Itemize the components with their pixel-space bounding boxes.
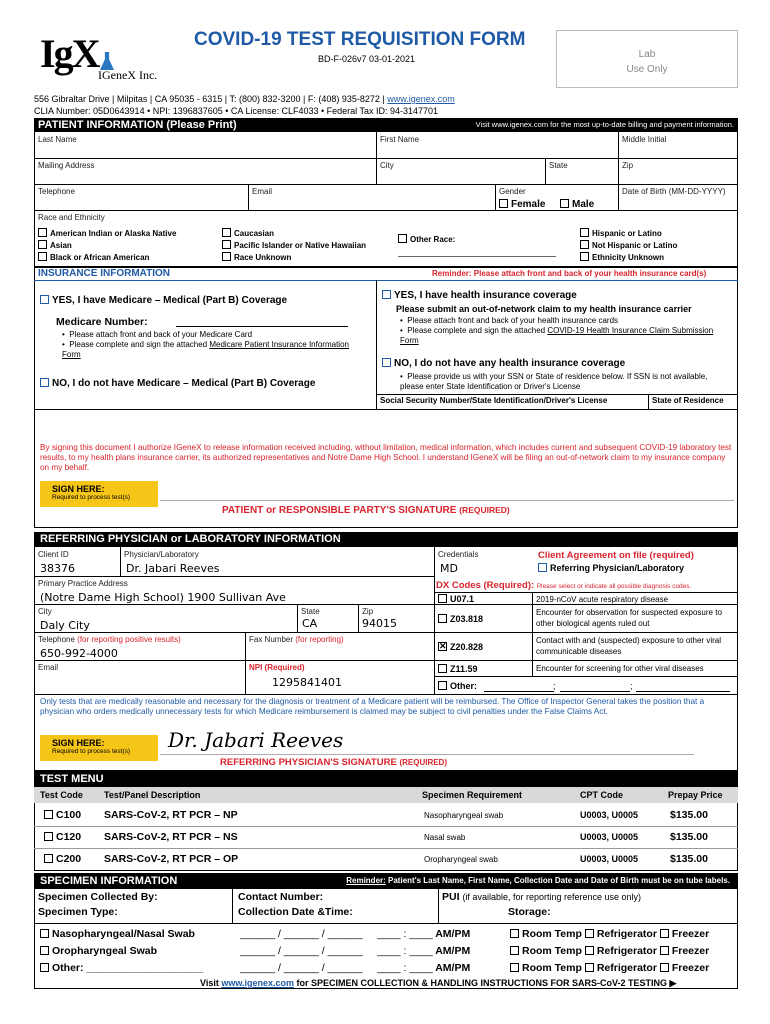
dx-z1159-checkbox[interactable] <box>438 664 478 674</box>
state-value[interactable]: CA <box>302 617 318 630</box>
clia-info: CLIA Number: 05D0643914 • NPI: 1396837605 • CA License: CLF4033 • Federal Tax ID: 94-3147701 <box>34 106 439 116</box>
table-row[interactable] <box>34 850 738 870</box>
col-description: Test/Panel Description <box>104 790 201 800</box>
insurance-reminder: Reminder: Please attach front and back of your health insurance card(s) <box>432 269 707 278</box>
checkbox-icon <box>580 228 589 237</box>
storage-options <box>510 926 709 977</box>
checkbox-icon <box>38 228 47 237</box>
consent-text: By signing this document I authorize IGeneX to release information received including, without limitation, medical information, which includes current and subsequent COVID-19 laboratory test results, to my health plans insurance carrier, its authorized representatives and Notre Dame High School. I understand IGeneX will be filing an out-of-network claim to my insurance company on my behalf. <box>40 443 732 472</box>
checkbox-icon <box>660 929 669 938</box>
checkbox-icon <box>44 832 53 841</box>
lab-use-label-2: Use Only <box>626 64 668 75</box>
physician-label: Physician/Laboratory <box>124 550 199 559</box>
date-line: ______ / ______ / ______ <box>240 962 363 974</box>
sig-label-text: PATIENT or RESPONSIBLE PARTY'S SIGNATURE <box>222 505 457 516</box>
email-label: Email <box>38 663 59 672</box>
medicare-instructions <box>62 330 352 360</box>
pui-field[interactable] <box>442 891 641 903</box>
test-specimen: Oropharyngeal swab <box>424 855 498 864</box>
test-desc: SARS-CoV-2, RT PCR – NP <box>104 809 238 821</box>
test-table-header <box>34 787 738 803</box>
zip-label: Zip <box>362 607 374 616</box>
test-code: C120 <box>56 831 82 843</box>
test-cpt: U0003, U0005 <box>580 832 639 842</box>
type-label: Other: ____________________ <box>52 962 204 974</box>
insurance-bullet: • Please complete and sign the attached COVID-19 Health Insurance Claim Submission Form <box>400 326 714 345</box>
city-value[interactable]: Daly City <box>40 619 90 632</box>
sign-required-label: Required to process test(s) <box>52 748 131 755</box>
address-text: 556 Gibraltar Drive | Milpitas | CA 95035 - 6315 | T: (800) 832-3200 | F: (408) 935-8272 | <box>34 94 385 104</box>
contact-number-field[interactable]: Contact Number: <box>238 891 324 903</box>
storage-freezer-checkbox[interactable] <box>660 928 709 940</box>
fridge-label: Refrigerator <box>596 928 657 940</box>
patient-signature-label <box>222 505 510 516</box>
dx-description: 2019-nCoV acute respiratory disease <box>536 595 669 604</box>
test-code-cell <box>44 853 81 865</box>
room-label: Room Temp <box>522 928 582 940</box>
type-label: Oropharyngeal Swab <box>52 945 158 957</box>
reminder-text: Patient's Last Name, First Name, Collection Date and Date of Birth must be on tube labels. <box>385 876 730 885</box>
collection-row[interactable] <box>240 926 470 943</box>
gender-male-checkbox[interactable] <box>560 199 594 210</box>
mailing-address-field[interactable]: Mailing Address <box>38 161 95 170</box>
race-label: Black or African American <box>50 253 150 262</box>
ethnicity-label: Hispanic or Latino <box>592 229 662 238</box>
sign-required-label: Required to process test(s) <box>52 494 131 501</box>
ssn-instruction: • Please provide us with your SSN or State of residence below. If SSN is not available, please enter State Identification or Driver's License <box>400 372 708 391</box>
physician-sign-here-tag <box>40 735 158 761</box>
time-line: ____ : ____ <box>377 928 433 940</box>
sig-label-text: REFERRING PHYSICIAN'S SIGNATURE <box>220 757 397 768</box>
race-label: Caucasian <box>234 229 275 238</box>
type-label: Nasopharyngeal/Nasal Swab <box>52 928 195 940</box>
igenex-logo <box>40 30 170 82</box>
checkbox-icon <box>580 240 589 249</box>
specimen-reminder <box>346 873 730 889</box>
ssn-field[interactable]: Social Security Number/State Identification/Driver's License <box>380 396 608 405</box>
checkbox-icon <box>382 358 391 367</box>
checkbox-icon <box>585 946 594 955</box>
sig-required: (REQUIRED) <box>399 758 447 767</box>
test-price: $135.00 <box>670 831 708 843</box>
dx-z03818-checkbox[interactable] <box>438 614 483 624</box>
col-specimen: Specimen Requirement <box>422 790 523 800</box>
checkbox-icon <box>222 228 231 237</box>
specimen-heading: SPECIMEN INFORMATION <box>40 875 178 887</box>
fridge-label: Refrigerator <box>596 945 657 957</box>
state-residence-field[interactable]: State of Residence <box>652 396 724 405</box>
city-field[interactable]: City <box>380 161 394 170</box>
zip-field[interactable]: Zip <box>622 161 634 170</box>
telephone-value[interactable]: 650-992-4000 <box>40 647 118 660</box>
medicare-bullet: • Please attach front and back of your Medicare Card <box>62 330 253 339</box>
dx-description: Contact with and (suspected) exposure to other viral communicable diseases <box>536 636 721 656</box>
checkbox-icon <box>438 614 447 623</box>
race-option[interactable] <box>38 228 176 240</box>
checkbox-icon <box>585 929 594 938</box>
insurance-instructions <box>400 316 730 346</box>
medicare-yes-checkbox[interactable] <box>40 295 287 306</box>
storage-room-checkbox[interactable] <box>510 945 582 957</box>
lab-use-label: Lab <box>638 49 656 60</box>
referring-checkbox[interactable] <box>538 563 684 573</box>
other-race-label: Other Race: <box>410 235 456 244</box>
test-menu-heading: TEST MENU <box>40 773 104 785</box>
test-code-cell <box>44 809 81 821</box>
fax-label-text: Fax Number <box>249 635 294 644</box>
female-label: Female <box>511 199 546 210</box>
state-label: State <box>301 607 320 616</box>
race-option[interactable] <box>222 252 366 264</box>
race-list-a <box>38 228 176 264</box>
checkbox-icon <box>40 946 49 955</box>
dx-separator: ; <box>553 681 556 691</box>
dx-code: Z11.59 <box>450 664 478 674</box>
email-field[interactable]: Email <box>252 187 273 196</box>
sig-required: (REQUIRED) <box>459 505 510 515</box>
form-title: COVID-19 TEST REQUISITION FORM <box>194 29 526 50</box>
test-specimen: Nasopharyngeal swab <box>424 811 504 820</box>
test-desc: SARS-CoV-2, RT PCR – OP <box>104 853 239 865</box>
client-id-value[interactable]: 38376 <box>40 562 75 575</box>
race-option[interactable] <box>222 228 366 240</box>
footer-text: for SPECIMEN COLLECTION & HANDLING INSTRUCTIONS FOR SARS-CoV-2 TESTING ▶ <box>294 978 677 988</box>
ethnicity-option[interactable] <box>580 228 677 240</box>
dx-code: Z20.828 <box>450 642 484 652</box>
insurance-no-checkbox[interactable] <box>382 358 625 369</box>
ethnicity-label: Ethnicity Unknown <box>592 253 664 262</box>
dx-u071-checkbox[interactable] <box>438 594 474 604</box>
checkbox-icon <box>510 946 519 955</box>
race-option[interactable] <box>38 240 176 252</box>
company-name: IGeneX Inc. <box>98 68 158 82</box>
test-cpt: U0003, U0005 <box>580 810 639 820</box>
fax-note: (for reporting) <box>295 635 344 644</box>
storage-row <box>510 960 709 977</box>
client-id-label: Client ID <box>38 550 69 559</box>
test-price: $135.00 <box>670 853 708 865</box>
physician-signature[interactable]: Dr. Jabari Reeves <box>168 728 344 752</box>
practice-label: Primary Practice Address <box>38 579 128 588</box>
credentials-value[interactable]: MD <box>440 562 458 575</box>
race-option[interactable] <box>38 252 176 264</box>
bullet-text: Please attach front and back of your health insurance cards <box>407 316 619 325</box>
referring-label: Referring Physician/Laboratory <box>550 563 685 573</box>
state-field[interactable]: State <box>549 161 568 170</box>
dx-note: Please select or indicate all possible diagnosis codes. <box>536 583 692 590</box>
bullet-text: Please complete and sign the attached <box>407 326 548 335</box>
pui-label: PUI <box>442 891 460 903</box>
telephone-field[interactable]: Telephone <box>38 187 75 196</box>
race-label: American Indian or Alaska Native <box>50 229 177 238</box>
ethnicity-list <box>580 228 677 264</box>
specimen-type-option[interactable] <box>40 926 203 943</box>
checkbox-icon <box>510 963 519 972</box>
checkbox-icon <box>44 810 53 819</box>
date-line: ______ / ______ / ______ <box>240 928 363 940</box>
lab-use-box <box>556 30 738 88</box>
checkbox-icon <box>382 290 391 299</box>
race-option[interactable] <box>222 240 366 252</box>
billing-note: Visit www.igenex.com for the most up-to-date billing and payment information. <box>475 120 734 129</box>
checkbox-icon <box>222 252 231 261</box>
telephone-label <box>38 635 181 644</box>
checkbox-icon <box>585 963 594 972</box>
room-label: Room Temp <box>522 962 582 974</box>
insurance-yes-label: YES, I have health insurance coverage <box>394 290 577 301</box>
specimen-type-option[interactable] <box>40 960 203 977</box>
checkbox-icon <box>660 963 669 972</box>
checkbox-icon <box>499 199 508 208</box>
footer-instructions <box>200 978 676 989</box>
medicare-number-label: Medicare Number: <box>56 316 148 328</box>
ethnicity-label: Not Hispanic or Latino <box>592 241 678 250</box>
checkbox-icon <box>40 929 49 938</box>
storage-row <box>510 943 709 960</box>
pui-note: (if available, for reporting reference use only) <box>462 892 642 902</box>
dx-separator: ; <box>630 681 633 691</box>
bullet-text: Please complete and sign the attached <box>69 340 210 349</box>
insurance-no-label: NO, I do not have any health insurance coverage <box>394 358 626 369</box>
checkbox-icon <box>510 929 519 938</box>
patient-sign-here-tag <box>40 481 158 507</box>
test-code: C100 <box>56 809 82 821</box>
dx-description: Encounter for screening for other viral diseases <box>536 664 704 673</box>
checkbox-icon <box>38 252 47 261</box>
table-row[interactable] <box>34 806 738 826</box>
checkbox-icon <box>538 563 547 572</box>
medicare-bullet: • Please complete and sign the attached Medicare Patient Insurance Information Form <box>62 340 349 359</box>
checkbox-icon <box>438 664 447 673</box>
medicare-no-label: NO, I do not have Medicare – Medical (Part B) Coverage <box>52 378 316 389</box>
collection-row[interactable] <box>240 943 470 960</box>
last-name-field[interactable]: Last Name <box>38 135 77 144</box>
race-label: Pacific Islander or Native Hawaiian <box>234 241 367 250</box>
freezer-label: Freezer <box>671 945 710 957</box>
ampm-label: AM/PM <box>435 945 471 957</box>
sign-here-label: SIGN HERE: <box>52 484 105 494</box>
dx-other-checkbox[interactable] <box>438 681 477 691</box>
specimen-section-header <box>34 873 738 889</box>
dx-code: Z03.818 <box>450 614 484 624</box>
patient-signature-field[interactable] <box>160 490 734 500</box>
credentials-label: Credentials <box>438 550 479 559</box>
test-specimen: Nasal swab <box>424 833 466 842</box>
collected-by-field[interactable]: Specimen Collected By: <box>38 891 158 903</box>
specimen-type-option[interactable] <box>40 943 203 960</box>
storage-fridge-checkbox[interactable] <box>585 945 657 957</box>
medicare-necessity-note: Only tests that are medically reasonable and necessary for the diagnosis or treatment of a Medicare patient will be reimbursed. The Office of Inspector General takes the position that a physician who orders medically unnecessary tests for which Medicare reimbursement is claimed may be subject to civil penalties under the False Claims Act. <box>40 697 705 716</box>
footer-text: Visit <box>200 978 222 988</box>
physician-section-header <box>34 532 738 547</box>
bullet-text: Please attach front and back of your Medicare Card <box>69 330 253 339</box>
male-label: Male <box>572 199 595 210</box>
company-address <box>34 94 455 104</box>
race-list-b <box>222 228 366 264</box>
checkbox-icon <box>438 681 447 690</box>
gender-label: Gender <box>499 187 526 196</box>
insurance-submit-note: Please submit an out-of-network claim to my health insurance carrier <box>396 304 692 314</box>
storage-freezer-checkbox[interactable] <box>660 962 709 974</box>
form-code: BD-F-026v7 03-01-2021 <box>318 54 416 64</box>
patient-heading: PATIENT INFORMATION (Please Print) <box>38 119 237 131</box>
website-link[interactable]: www.igenex.com <box>387 94 455 104</box>
gender-female-checkbox[interactable] <box>499 199 545 210</box>
npi-value[interactable]: 1295841401 <box>272 676 342 689</box>
storage-row <box>510 926 709 943</box>
physician-value[interactable]: Dr. Jabari Reeves <box>126 562 220 575</box>
storage-room-checkbox[interactable] <box>510 928 582 940</box>
specimen-type-options <box>40 926 203 977</box>
race-label: Asian <box>50 241 72 250</box>
dx-description: Encounter for observation for suspected exposure to other biological agents ruled out <box>536 608 722 628</box>
collection-row[interactable] <box>240 960 470 977</box>
storage-room-checkbox[interactable] <box>510 962 582 974</box>
checkbox-icon <box>398 234 407 243</box>
room-label: Room Temp <box>522 945 582 957</box>
tel-label-text: Telephone <box>38 635 75 644</box>
checked-icon <box>438 642 447 651</box>
city-label: City <box>38 607 52 616</box>
zip-value[interactable]: 94015 <box>362 617 397 630</box>
medicare-form-link[interactable]: Medicare Patient Insurance Information Form <box>62 340 349 359</box>
checkbox-icon <box>560 199 569 208</box>
specimen-type-label: Specimen Type: <box>38 906 118 918</box>
checkbox-icon <box>40 295 49 304</box>
fax-label <box>249 635 344 644</box>
dx-heading-text: DX Codes (Required): <box>436 580 535 591</box>
fridge-label: Refrigerator <box>596 962 657 974</box>
checkbox-icon <box>438 594 447 603</box>
footer-website-link[interactable]: www.igenex.com <box>221 978 295 988</box>
collection-datetime-rows <box>240 926 470 977</box>
bullet-text: Please provide us with your SSN or State of residence below. If SSN is not available, please enter State Identification or Driver's License <box>400 372 708 391</box>
first-name-field[interactable]: First Name <box>380 135 420 144</box>
test-price: $135.00 <box>670 809 708 821</box>
dx-heading <box>436 580 691 591</box>
time-line: ____ : ____ <box>377 945 433 957</box>
middle-initial-field[interactable]: Middle Initial <box>622 135 667 144</box>
ethnicity-option[interactable] <box>580 240 677 252</box>
checkbox-icon <box>580 252 589 261</box>
col-test-code: Test Code <box>40 790 83 800</box>
checkbox-icon <box>40 378 49 387</box>
time-line: ____ : ____ <box>377 962 433 974</box>
insurance-bullet: • Please attach front and back of your health insurance cards <box>400 316 619 325</box>
test-code-cell <box>44 831 81 843</box>
insurance-heading: INSURANCE INFORMATION <box>38 268 171 279</box>
collection-datetime-label: Collection Date &Time: <box>238 906 353 918</box>
npi-label: NPI (Required) <box>249 663 305 672</box>
ethnicity-option[interactable] <box>580 252 677 264</box>
insurance-form-link[interactable]: COVID-19 Health Insurance Claim Submission Form <box>400 326 714 345</box>
freezer-label: Freezer <box>671 962 710 974</box>
ampm-label: AM/PM <box>435 962 471 974</box>
ampm-label: AM/PM <box>435 928 471 940</box>
date-line: ______ / ______ / ______ <box>240 945 363 957</box>
sign-here-label: SIGN HERE: <box>52 738 105 748</box>
dob-field[interactable]: Date of Birth (MM-DD-YYYY) <box>622 187 726 196</box>
test-menu-header <box>34 771 738 787</box>
physician-signature-label <box>220 757 447 768</box>
medicare-no-checkbox[interactable] <box>40 378 315 389</box>
table-row[interactable] <box>34 828 738 848</box>
medicare-yes-label: YES, I have Medicare – Medical (Part B) Coverage <box>52 295 288 306</box>
logo-mark: IgX <box>40 31 99 76</box>
reminder-label: Reminder: <box>346 876 386 885</box>
dx-z20828-checkbox[interactable] <box>438 642 483 652</box>
test-cpt: U0003, U0005 <box>580 854 639 864</box>
checkbox-icon <box>38 240 47 249</box>
insurance-yes-checkbox[interactable] <box>382 290 577 301</box>
patient-section-header <box>34 118 738 132</box>
tel-note: (for reporting positive results) <box>77 635 181 644</box>
race-heading: Race and Ethnicity <box>38 213 105 222</box>
col-cpt: CPT Code <box>580 790 624 800</box>
col-price: Prepay Price <box>668 790 723 800</box>
race-label: Race Unknown <box>234 253 292 262</box>
dx-code: U07.1 <box>450 594 475 604</box>
client-agreement-label: Client Agreement on file (required) <box>538 550 694 561</box>
test-desc: SARS-CoV-2, RT PCR – NS <box>104 831 238 843</box>
checkbox-icon <box>222 240 231 249</box>
checkbox-icon <box>44 854 53 863</box>
checkbox-icon <box>40 963 49 972</box>
checkbox-icon <box>660 946 669 955</box>
storage-fridge-checkbox[interactable] <box>585 928 657 940</box>
freezer-label: Freezer <box>671 928 710 940</box>
practice-value[interactable]: (Notre Dame High School) 1900 Sullivan Ave <box>40 591 286 604</box>
dx-code: Other: <box>450 681 477 691</box>
storage-fridge-checkbox[interactable] <box>585 962 657 974</box>
test-code: C200 <box>56 853 82 865</box>
storage-label: Storage: <box>508 906 551 918</box>
physician-heading: REFERRING PHYSICIAN or LABORATORY INFORMATION <box>40 533 341 545</box>
storage-freezer-checkbox[interactable] <box>660 945 709 957</box>
other-race-option[interactable] <box>398 234 455 244</box>
